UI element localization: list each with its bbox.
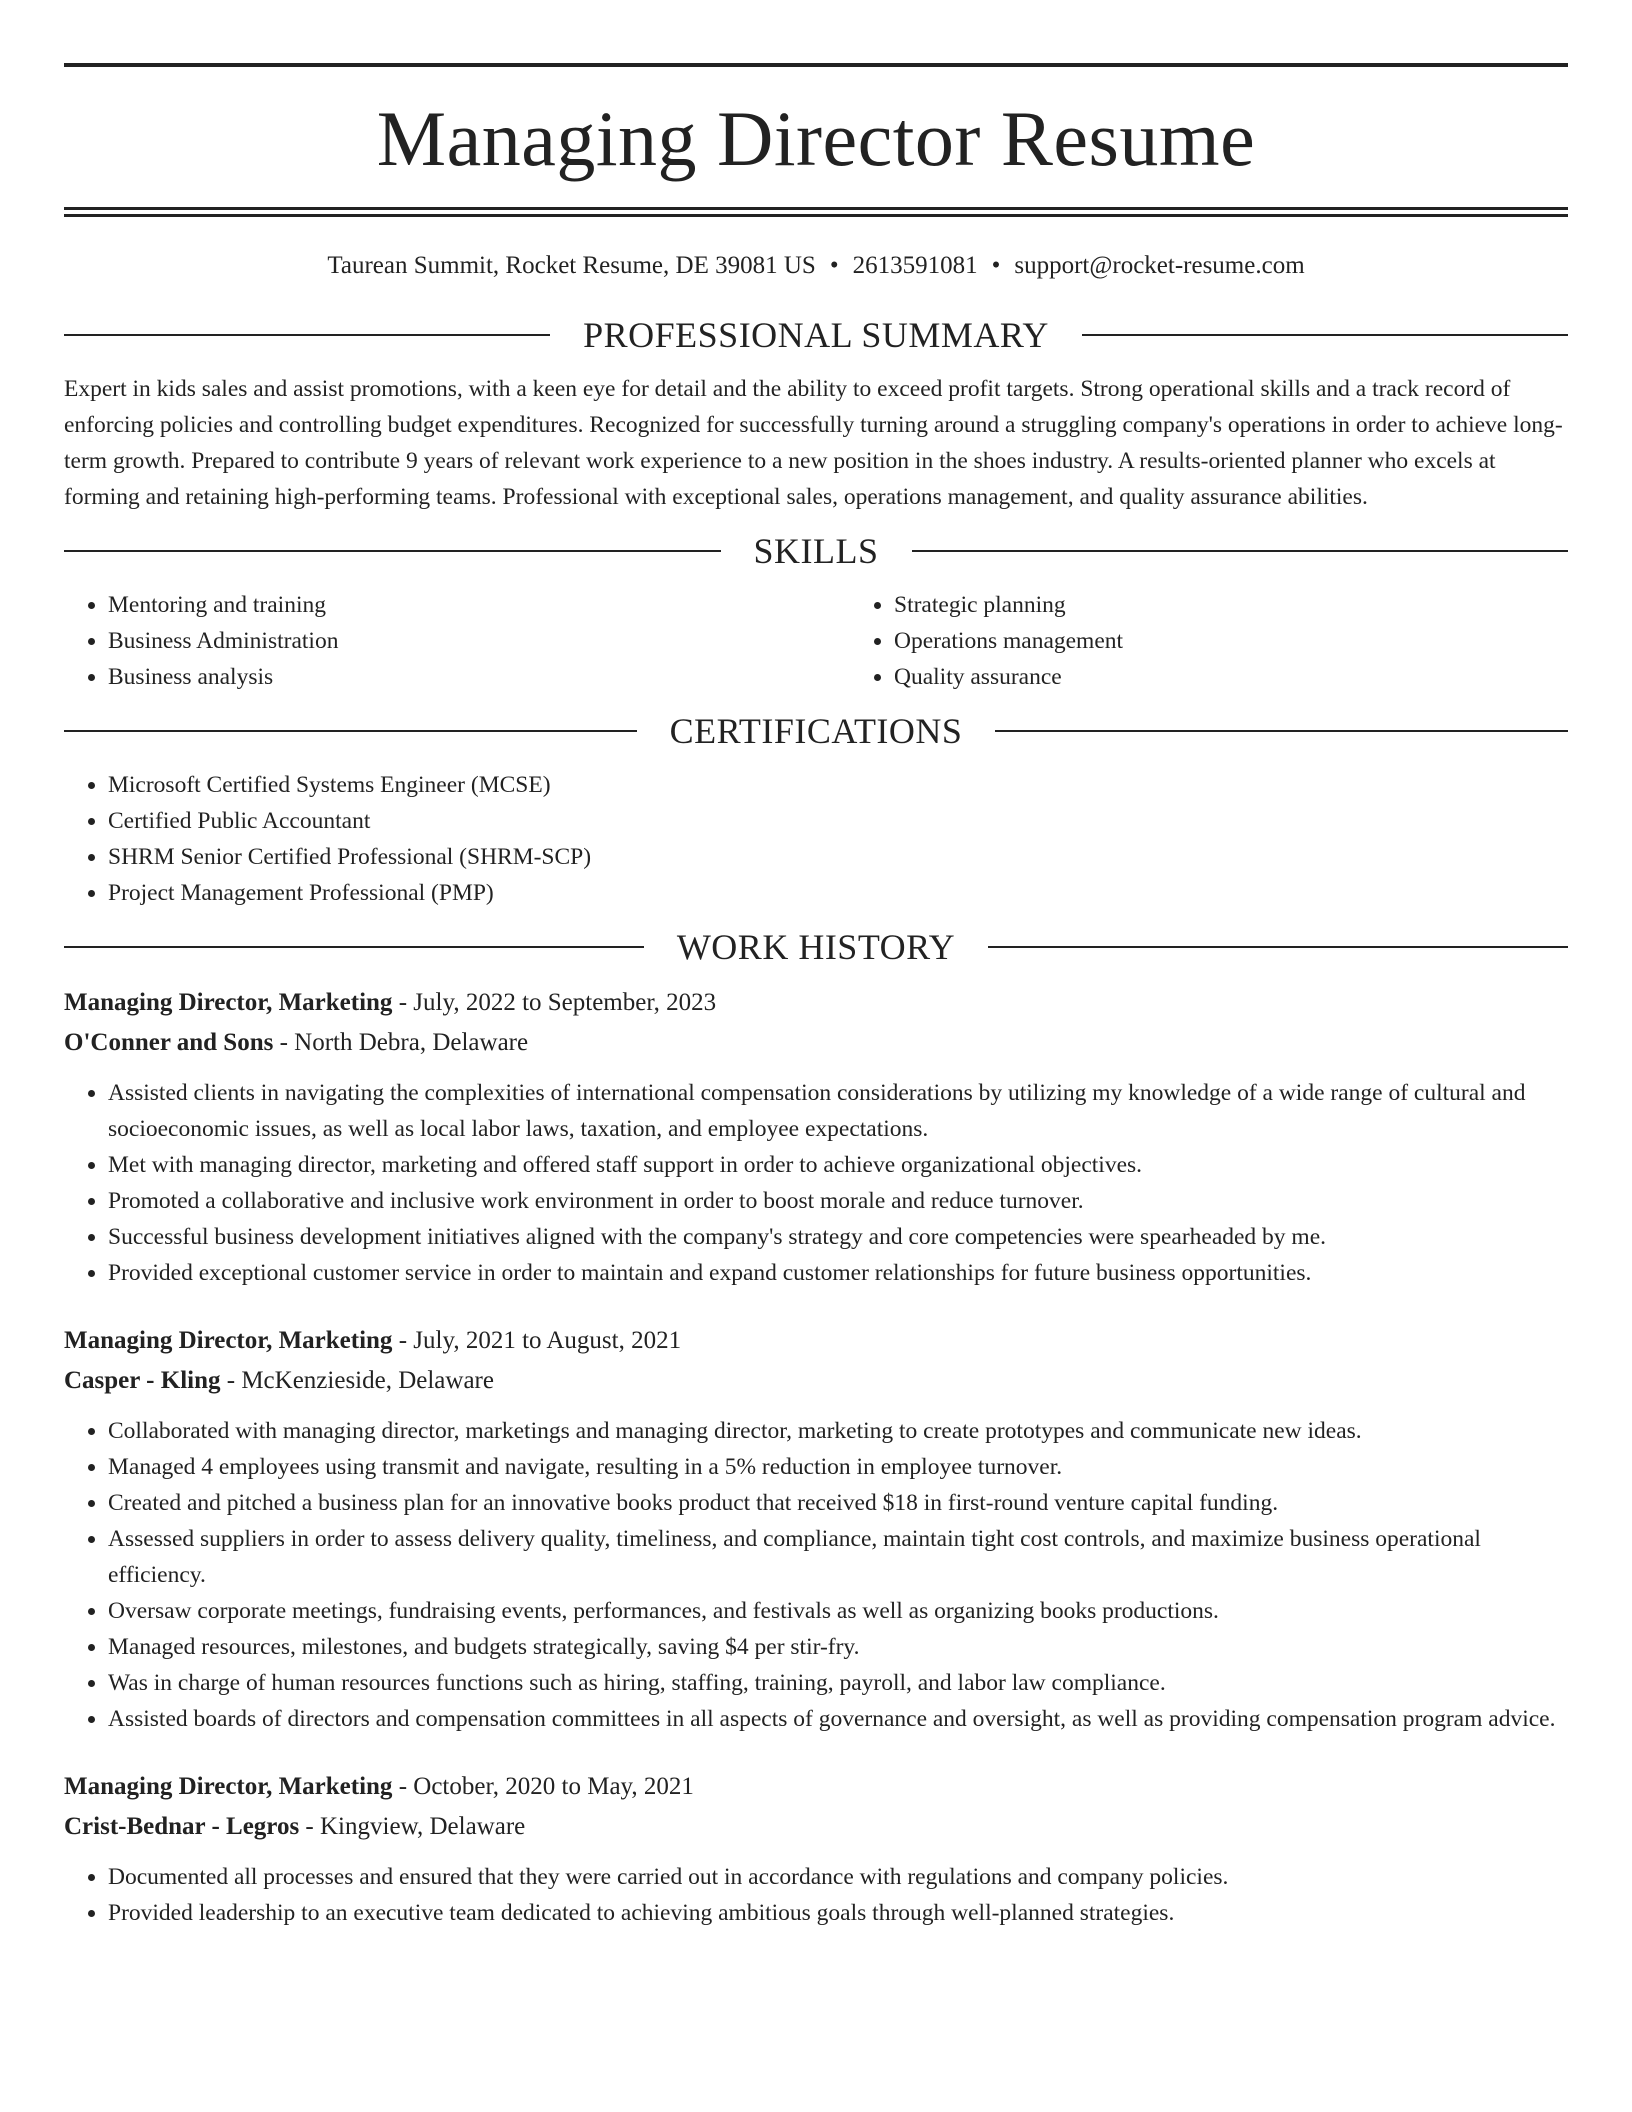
heading-rule [1082,334,1568,336]
job-entry [64,983,1568,1291]
skill-item: • Business Administration [108,623,850,659]
job-bullets [64,1413,1568,1737]
heading-rule [988,946,1568,948]
skill-item: • Mentoring and training [108,587,850,623]
heading-rule [64,730,637,732]
job-bullet: • Provided leadership to an executive team dedicated to achieving ambitious goals through well-planned strategies. [108,1895,1568,1931]
skills-grid [64,587,1568,695]
certification-item: • Microsoft Certified Systems Engineer (MCSE) [108,767,1568,803]
job-location: - North Debra, Delaware [273,1029,529,1056]
section-title: SKILLS [753,531,879,571]
skill-item: • Business analysis [108,659,850,695]
top-rule [64,63,1568,67]
job-title: Managing Director, Marketing [64,989,393,1016]
job-dates: - July, 2021 to August, 2021 [392,1327,682,1354]
heading-rule [912,550,1569,552]
certification-item: • SHRM Senior Certified Professional (SHRM-SCP) [108,839,1568,875]
section-title: PROFESSIONAL SUMMARY [583,315,1049,355]
job-bullet: • Assisted clients in navigating the complexities of international compensation considerations by utilizing my knowledge of a wide range of cultural and socioeconomic issues, as well as local labor laws, taxation, and employee expectations. [108,1075,1568,1147]
section-title: CERTIFICATIONS [669,711,963,751]
certification-item: • Project Management Professional (PMP) [108,875,1568,911]
job-entry [64,1767,1568,1931]
job-bullet: • Created and pitched a business plan for an innovative books product that received $18 in first-round venture capital funding. [108,1485,1568,1521]
contact-email: support@rocket-resume.com [1014,252,1305,279]
job-bullet: • Assessed suppliers in order to assess delivery quality, timeliness, and compliance, maintain tight cost controls, and maximize business operational efficiency. [108,1521,1568,1593]
job-company: Crist-Bednar - Legros [64,1813,300,1840]
contact-phone: 2613591081 [852,252,978,279]
certifications-list [64,767,1568,911]
title-double-rule [64,207,1568,217]
job-title-line [64,1321,1568,1361]
skill-item: • Operations management [894,623,1568,659]
job-bullet: • Successful business development initiatives aligned with the company's strategy and core competencies were spearheaded by me. [108,1219,1568,1255]
job-dates: - July, 2022 to September, 2023 [392,989,717,1016]
skill-item: • Strategic planning [894,587,1568,623]
contact-address: Taurean Summit, Rocket Resume, DE 39081 US [327,252,816,279]
section-heading-work-history [64,926,1568,968]
section-heading-summary [64,314,1568,356]
contact-separator: • [991,252,1001,279]
job-location: - McKenzieside, Delaware [220,1367,494,1394]
heading-rule [64,334,550,336]
section-heading-certifications [64,710,1568,752]
job-company-line [64,1023,1568,1063]
contact-line [64,251,1568,281]
heading-rule [995,730,1568,732]
job-title-line [64,1767,1568,1807]
job-company: O'Conner and Sons [64,1029,274,1056]
job-bullets [64,1859,1568,1931]
job-company-line [64,1807,1568,1847]
skill-item: • Quality assurance [894,659,1568,695]
heading-rule [64,550,721,552]
job-bullet: • Documented all processes and ensured that they were carried out in accordance with regulations and company policies. [108,1859,1568,1895]
job-title: Managing Director, Marketing [64,1327,393,1354]
skills-list-right [850,587,1568,695]
job-bullet: • Was in charge of human resources functions such as hiring, staffing, training, payroll, and labor law compliance. [108,1665,1568,1701]
job-bullet: • Managed resources, milestones, and budgets strategically, saving $4 per stir-fry. [108,1629,1568,1665]
job-bullet: • Promoted a collaborative and inclusive work environment in order to boost morale and reduce turnover. [108,1183,1568,1219]
job-bullet: • Managed 4 employees using transmit and navigate, resulting in a 5% reduction in employee turnover. [108,1449,1568,1485]
job-bullet: • Provided exceptional customer service in order to maintain and expand customer relationships for future business opportunities. [108,1255,1568,1291]
job-dates: - October, 2020 to May, 2021 [392,1773,694,1800]
job-title-line [64,983,1568,1023]
certification-item: • Certified Public Accountant [108,803,1568,839]
job-bullets [64,1075,1568,1291]
job-bullet: • Met with managing director, marketing and offered staff support in order to achieve organizational objectives. [108,1147,1568,1183]
contact-separator: • [829,252,839,279]
section-title: WORK HISTORY [676,927,956,967]
summary-text: Expert in kids sales and assist promotions, with a keen eye for detail and the ability to exceed profit targets. Strong operational skills and a track record of enforcing policies and controlling budget expenditures. Recognized for successfully turning around a struggling company's operations in order to achieve long-term growth. Prepared to contribute 9 years of relevant work experience to a new position in the shoes industry. A results-oriented planner who excels at forming and retaining high-performing teams. Professional with exceptional sales, operations management, and quality assurance abilities. [64,376,1563,510]
job-bullet: • Collaborated with managing director, marketings and managing director, marketing to create prototypes and communicate new ideas. [108,1413,1568,1449]
job-bullet: • Assisted boards of directors and compensation committees in all aspects of governance and oversight, as well as providing compensation program advice. [108,1701,1568,1737]
job-entry [64,1321,1568,1737]
job-bullet: • Oversaw corporate meetings, fundraising events, performances, and festivals as well as organizing books productions. [108,1593,1568,1629]
job-title: Managing Director, Marketing [64,1773,393,1800]
job-company-line [64,1361,1568,1401]
job-company: Casper - Kling [64,1367,221,1394]
section-heading-skills [64,530,1568,572]
heading-rule [64,946,644,948]
page-title: Managing Director Resume [376,95,1256,182]
job-location: - Kingview, Delaware [299,1813,526,1840]
skills-list-left [64,587,850,695]
